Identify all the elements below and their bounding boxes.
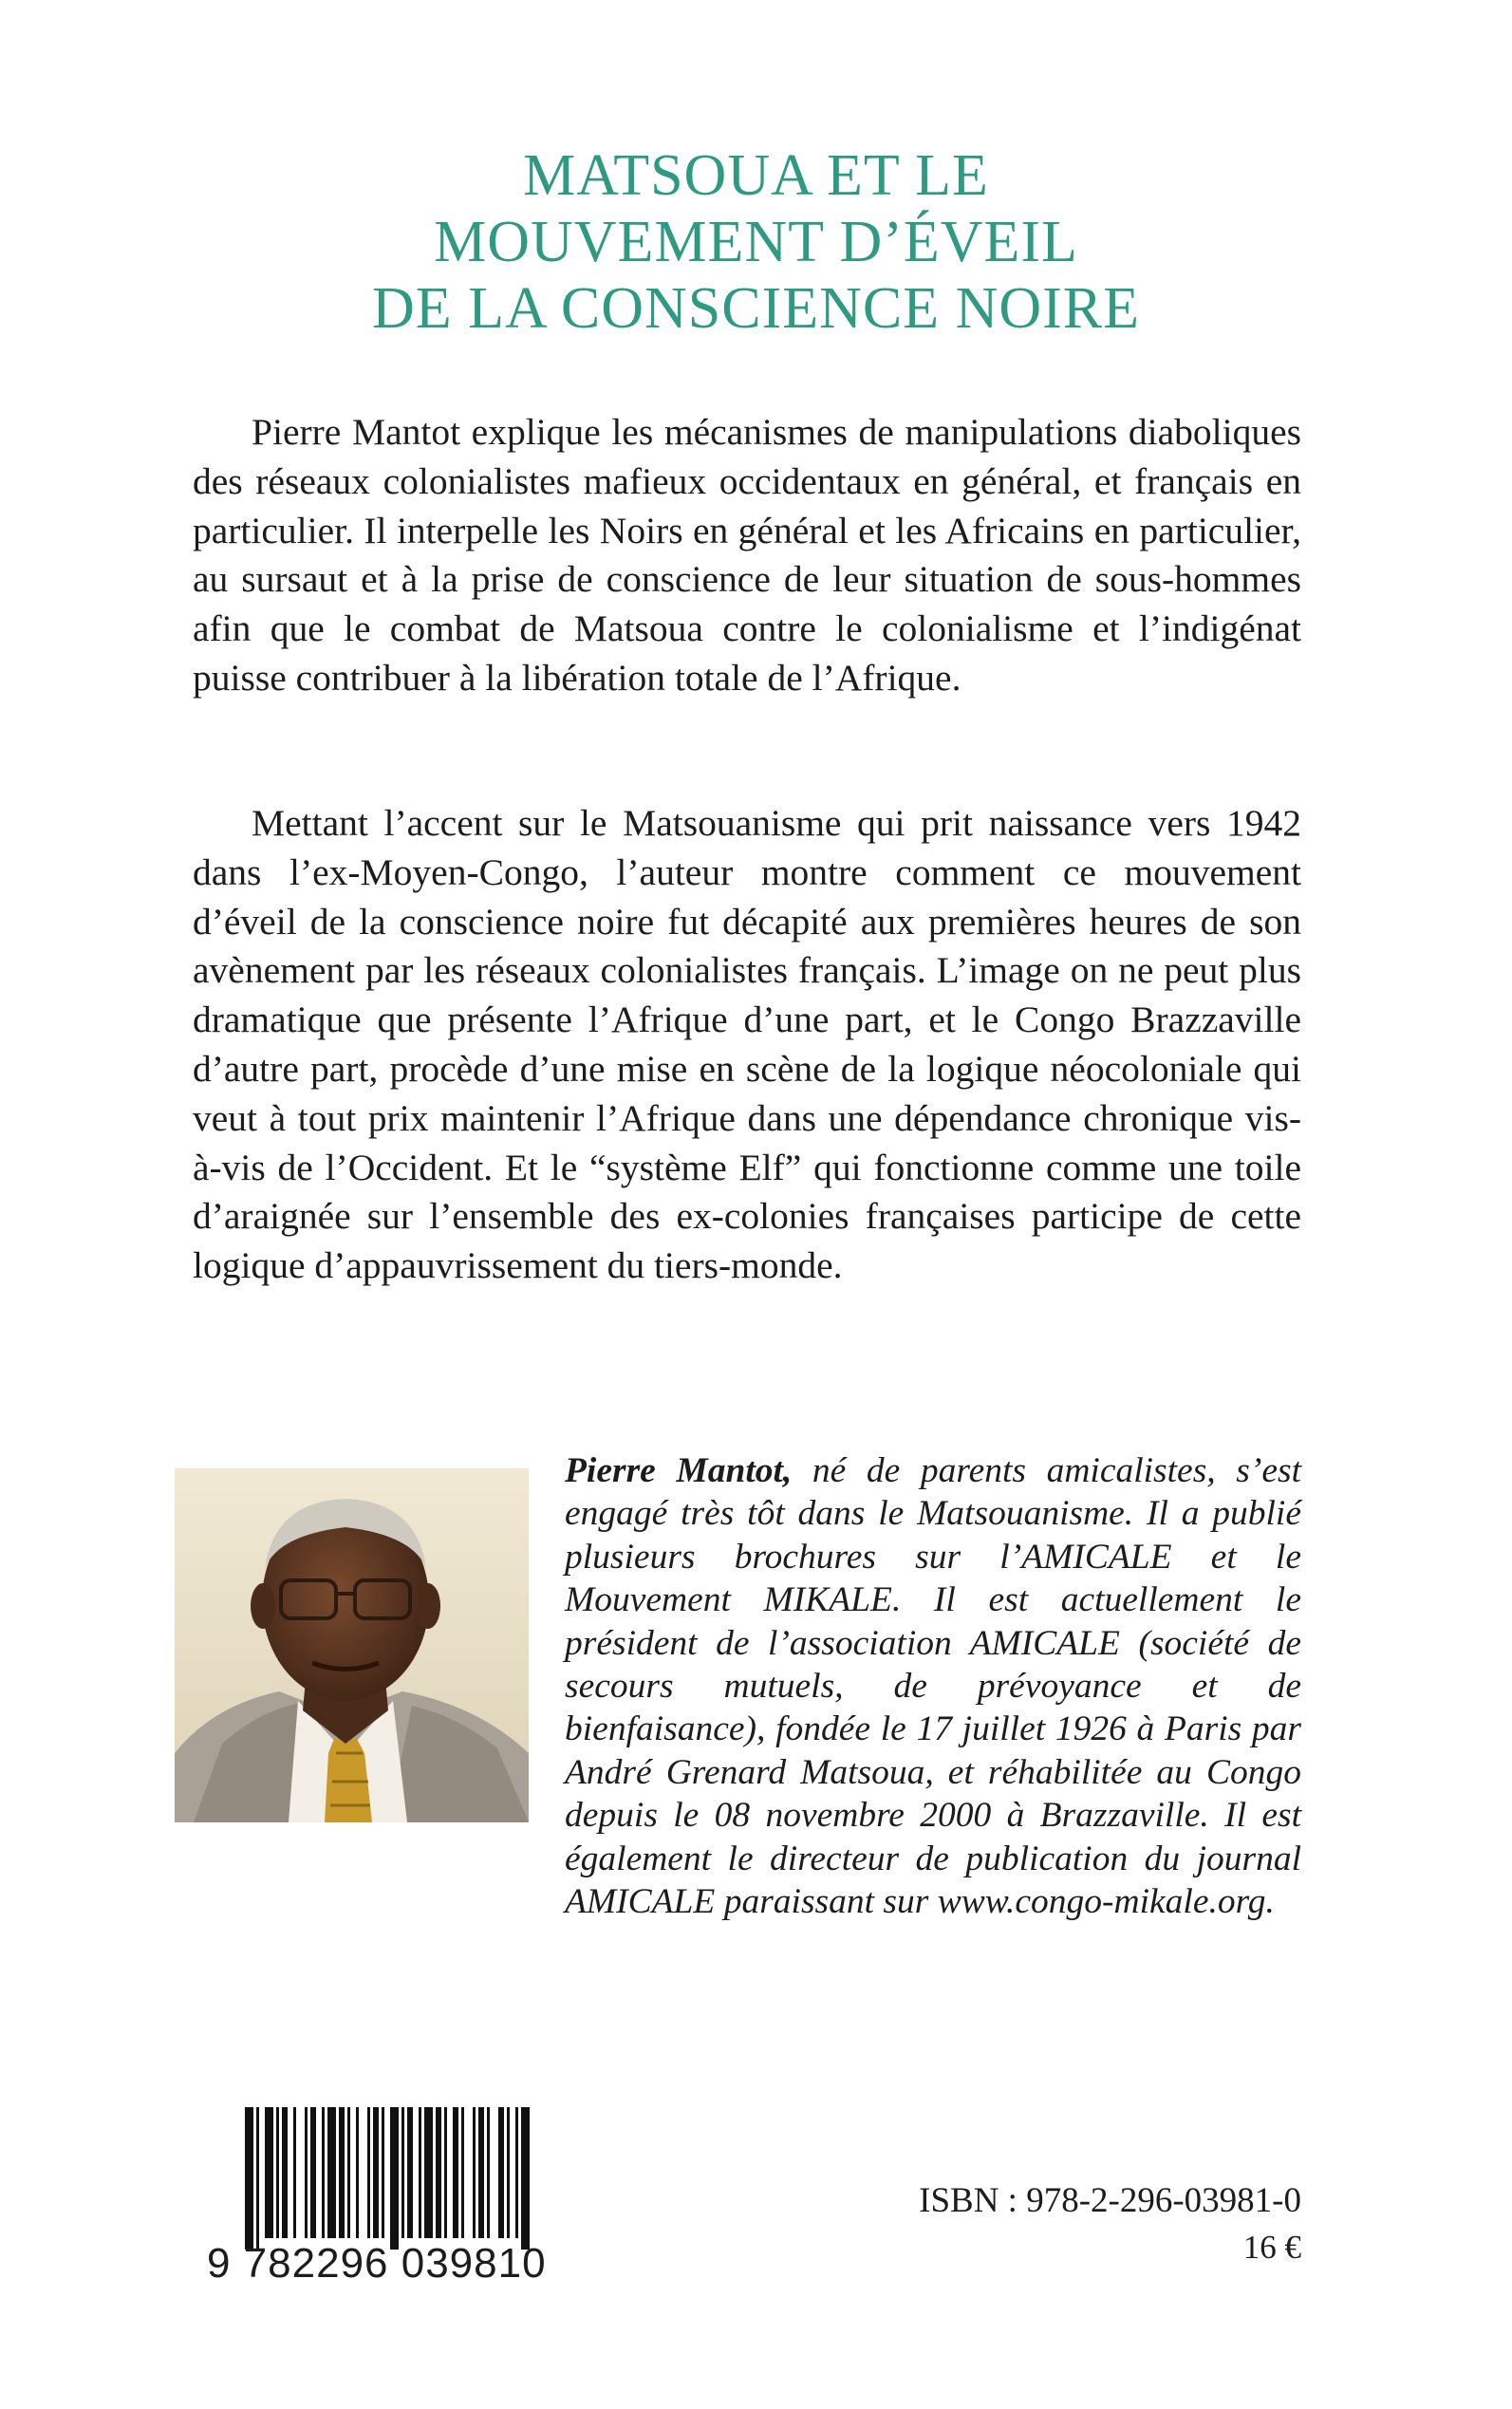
barcode-bar — [401, 2107, 404, 2238]
barcode-bar — [424, 2107, 433, 2238]
barcode-bar — [373, 2107, 379, 2238]
title-line-1: MATSOUA ET LE — [523, 143, 989, 208]
author-photo — [175, 1468, 529, 1822]
barcode-bar — [407, 2107, 413, 2238]
author-bio-text: né de parents amicalistes, s’est engagé très tôt dans le Matsouanisme. Il a publié plusieurs brochures sur l’AMICALE et le Mouvement MIKALE. Il est actuellement le président de l’association AMICALE (société de secours mutuels, de prévoyance et de bienfaisance), fondée le 17 juillet 1926 à Paris par André Grenard Matsoua, et réhabilitée au Congo depuis le 08 novembre 2000 à Brazzaville. Il est également le directeur de publication du journal AMICALE paraissant sur www.congo-mikale.org. — [565, 1451, 1301, 1922]
price: 16 € — [1242, 2229, 1301, 2266]
barcode-bar — [265, 2107, 273, 2238]
barcode-bar — [310, 2107, 316, 2238]
barcode-bar — [367, 2107, 370, 2238]
barcode-digits: 9 782296 039810 — [207, 2240, 547, 2287]
barcode-bar — [515, 2107, 518, 2238]
summary-paragraph-2: Mettant l’accent sur le Matsouanisme qui prit naissance vers 1942 dans l’ex-Moyen-Congo, l’auteur montre comment ce mouvement d’éveil de la conscience noire fut décapité aux premières heures de son avènement par les réseaux colonialistes français. L’image on ne peut plus dramatique que présente l’Afrique d’une part, et le Congo Brazzaville d’autre part, procède d’une mise en scène de la logique néocoloniale qui veut à tout prix maintenir l’Afrique dans une dépendance chronique vis-à-vis de l’Occident. Et le “système Elf” qui fonctionne comme une toile d’araignée sur l’ensemble des ex-colonies françaises participe de cette logique d’appauvrissement du tiers-monde. — [193, 802, 1301, 1287]
barcode-bar — [507, 2107, 510, 2238]
barcode-bar — [461, 2107, 464, 2238]
barcode-bar — [282, 2107, 288, 2238]
barcode-bar — [419, 2107, 421, 2238]
barcode-bar — [390, 2107, 399, 2250]
barcode-bar — [305, 2107, 308, 2238]
book-title — [0, 142, 1512, 342]
author-biography — [565, 1449, 1301, 1923]
barcode-bar — [293, 2107, 296, 2238]
barcode-bar — [327, 2107, 336, 2238]
barcode-bar — [498, 2107, 504, 2238]
barcode-bar — [356, 2107, 359, 2238]
barcode-bar — [521, 2107, 530, 2250]
summary-paragraph-1: Pierre Mantot explique les mécanismes de manipulations diaboliques des réseaux colonialistes mafieux occidentaux en général, et français en particulier. Il interpelle les Noirs en général et les Africains en particulier, au sursaut et à la prise de conscience de leur situation de sous-hommes afin que le combat de Matsoua contre le colonialisme et l’indigénat puisse contribuer à la libération totale de l’Afrique. — [193, 411, 1301, 699]
barcode-bar — [473, 2107, 476, 2238]
barcode-bar — [245, 2107, 253, 2250]
barcode-bar — [478, 2107, 484, 2238]
barcode-bar — [322, 2107, 325, 2238]
barcode-bar — [339, 2107, 345, 2238]
barcode-bar — [487, 2107, 490, 2238]
author-portrait-image — [175, 1468, 529, 1822]
barcode-bar — [436, 2107, 441, 2238]
barcode-bar — [347, 2107, 350, 2238]
title-line-3: DE LA CONSCIENCE NOIRE — [371, 276, 1141, 341]
isbn: ISBN : 978-2-296-03981-0 — [919, 2181, 1301, 2220]
barcode-bar — [444, 2107, 447, 2238]
barcode-bar — [276, 2107, 279, 2238]
author-name: Pierre Mantot, — [565, 1451, 793, 1490]
barcode-bar — [453, 2107, 458, 2238]
barcode — [207, 2107, 587, 2288]
title-line-2: MOUVEMENT D’ÉVEIL — [434, 210, 1078, 274]
barcode-bar — [382, 2107, 384, 2238]
barcode-bar — [256, 2107, 259, 2250]
